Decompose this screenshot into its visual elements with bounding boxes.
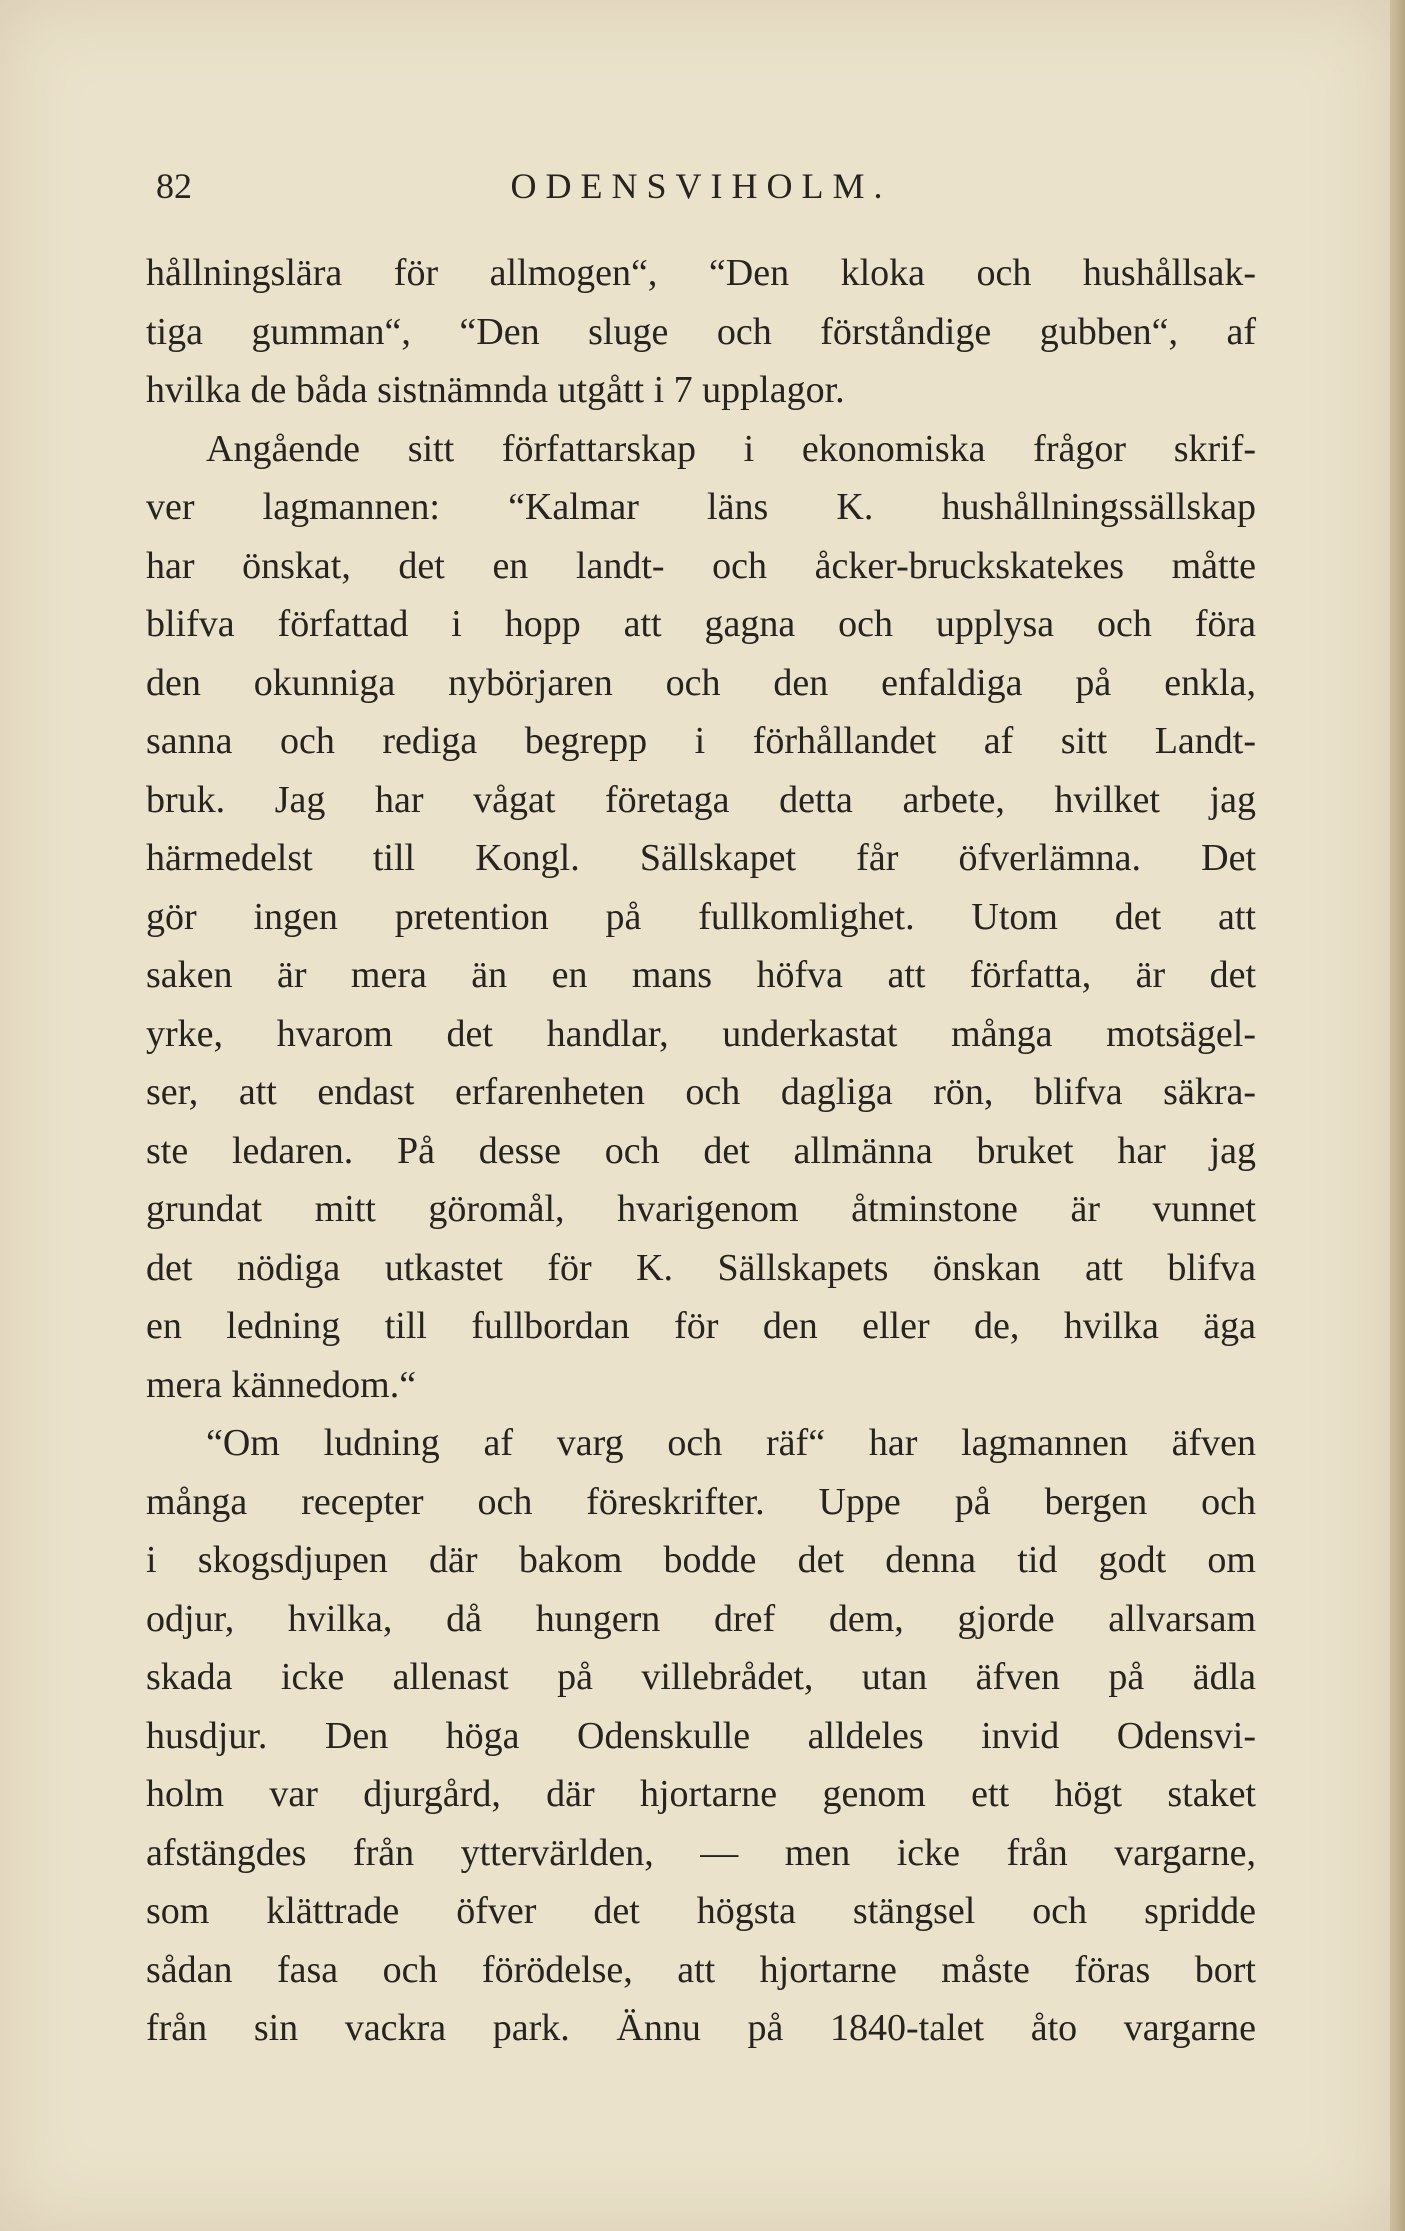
page-edge [1390,0,1405,2231]
text-line: Angående sitt författarskap i ekonomiska frågor skrif- [206,427,1256,470]
text-line: yrke, hvarom det handlar, underkastat många motsägel- [146,1012,1256,1055]
text-line: ver lagmannen: “Kalmar läns K. hushållningssällskap [146,486,1256,528]
text-line: från sin vackra park. Ännu på 1840-talet åto vargarne [146,2007,1256,2049]
text-line: som klättrade öfver det högsta stängsel och spridde [146,1890,1256,1932]
text-line: skada icke allenast på villebrådet, utan äfven på ädla [146,1656,1256,1698]
text-line: “Om ludning af varg och räf“ har lagmannen äfven [206,1422,1256,1464]
text-line: tiga gumman“, “Den sluge och förståndige gubben“, af [146,310,1256,353]
text-line: ser, att endast erfarenheten och dagliga rön, blifva säkra- [146,1071,1256,1113]
text-line: mera kännedom.“ [146,1363,417,1406]
text-line: saken är mera än en mans höfva att författa, är det [146,954,1256,996]
text-line: den okunniga nybörjaren och den enfaldiga på enkla, [146,661,1256,704]
text-line: det nödiga utkastet för K. Sällskapets önskan att blifva [146,1246,1256,1289]
text-line: grundat mitt göromål, hvarigenom åtminstone är vunnet [146,1188,1256,1230]
text-line: hållningslära för allmogen“, “Den kloka och hushållsak- [146,252,1256,294]
text-line: sådan fasa och förödelse, att hjortarne måste föras bort [146,1948,1256,1991]
page-number: 82 [156,166,192,206]
text-line: gör ingen pretention på fullkomlighet. Utom det att [146,895,1256,938]
text-line: härmedelst till Kongl. Sällskapet får öfverlämna. Det [146,837,1256,879]
text-line: hvilka de båda sistnämnda utgått i 7 upplagor. [146,369,845,411]
body-text [146,244,1256,2058]
text-line: bruk. Jag har vågat företaga detta arbete, hvilket jag [146,778,1256,821]
text-line: många recepter och föreskrifter. Uppe på bergen och [146,1480,1256,1523]
text-line: holm var djurgård, där hjortarne genom ett högt staket [146,1773,1256,1815]
running-title: ODENSVIHOLM. [510,166,892,206]
text-line: i skogsdjupen där bakom bodde det denna tid godt om [146,1539,1256,1581]
text-line: husdjur. Den höga Odenskulle alldeles invid Odensvi- [146,1714,1256,1757]
text-line: en ledning till fullbordan för den eller de, hvilka äga [146,1305,1256,1347]
text-line: afstängdes från yttervärlden, — men icke från vargarne, [146,1831,1256,1874]
page-header [146,164,1256,208]
text-line: har önskat, det en landt- och åcker-bruckskatekes måtte [146,544,1256,587]
text-line: blifva författad i hopp att gagna och upplysa och föra [146,603,1256,645]
text-line: ste ledaren. På desse och det allmänna bruket har jag [146,1129,1256,1172]
text-line: sanna och rediga begrepp i förhållandet af sitt Landt- [146,720,1256,762]
text-line: odjur, hvilka, då hungern dref dem, gjorde allvarsam [146,1597,1256,1640]
